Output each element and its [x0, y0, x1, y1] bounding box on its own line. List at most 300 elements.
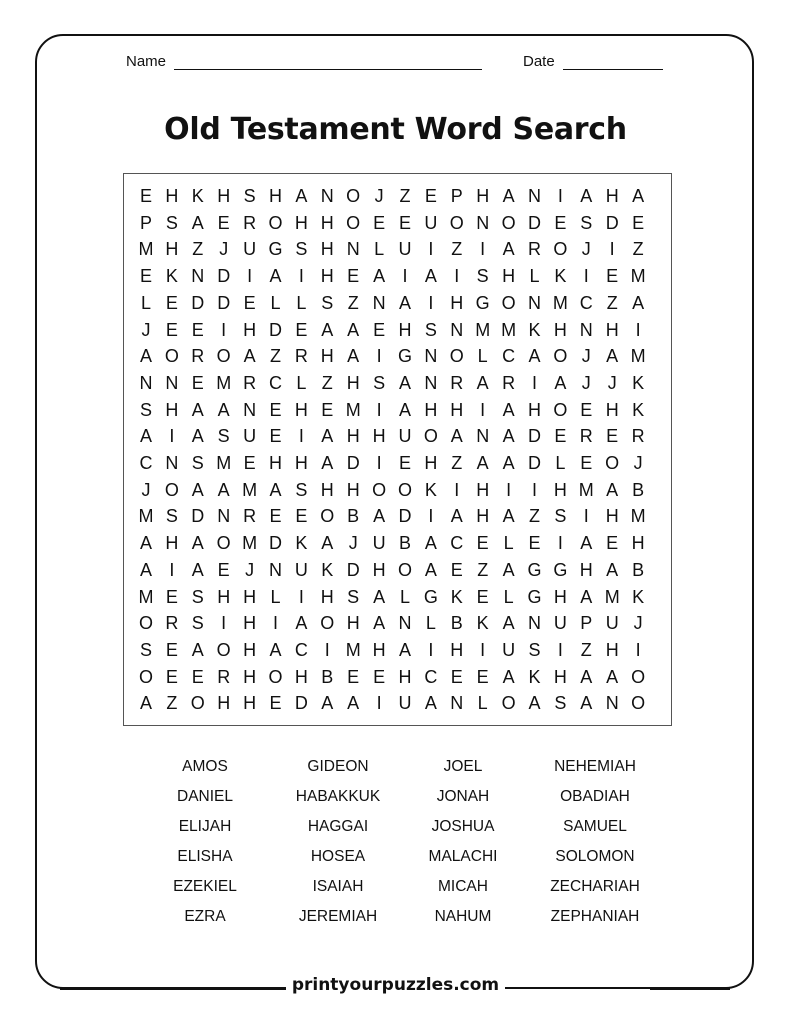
- grid-letter[interactable]: E: [580, 399, 593, 420]
- grid-letter[interactable]: I: [221, 613, 227, 634]
- grid-letter[interactable]: L: [529, 266, 540, 287]
- grid-letter[interactable]: L: [296, 292, 307, 313]
- grid-letter[interactable]: A: [191, 533, 204, 554]
- grid-letter[interactable]: A: [424, 693, 437, 714]
- grid-letter[interactable]: A: [580, 533, 593, 554]
- grid-letter[interactable]: H: [243, 613, 257, 634]
- grid-letter[interactable]: H: [424, 453, 438, 473]
- grid-letter[interactable]: N: [450, 693, 464, 714]
- name-line[interactable]: [174, 57, 482, 70]
- grid-letter[interactable]: I: [428, 639, 434, 660]
- grid-letter[interactable]: I: [454, 479, 460, 500]
- grid-letter[interactable]: L: [555, 453, 566, 473]
- grid-letter[interactable]: L: [270, 586, 281, 607]
- grid-letter[interactable]: E: [606, 266, 619, 287]
- grid-letter[interactable]: R: [217, 666, 231, 687]
- grid-letter[interactable]: J: [607, 372, 617, 393]
- grid-letter[interactable]: U: [294, 559, 308, 580]
- grid-letter[interactable]: A: [191, 399, 204, 420]
- grid-letter[interactable]: I: [376, 399, 382, 420]
- grid-letter[interactable]: O: [138, 613, 153, 634]
- grid-letter[interactable]: I: [506, 479, 512, 500]
- grid-letter[interactable]: I: [480, 399, 486, 420]
- grid-letter[interactable]: A: [476, 453, 489, 473]
- grid-letter[interactable]: M: [630, 266, 646, 287]
- grid-letter[interactable]: I: [376, 346, 382, 367]
- grid-letter[interactable]: K: [450, 586, 463, 607]
- grid-letter[interactable]: A: [191, 639, 204, 660]
- grid-letter[interactable]: H: [165, 239, 179, 260]
- grid-letter[interactable]: M: [630, 506, 646, 527]
- grid-letter[interactable]: A: [502, 399, 515, 420]
- grid-letter[interactable]: N: [191, 266, 205, 287]
- date-line[interactable]: [563, 57, 663, 70]
- grid-letter[interactable]: A: [606, 559, 619, 580]
- grid-letter[interactable]: R: [294, 346, 308, 367]
- grid-letter[interactable]: Z: [580, 639, 592, 660]
- grid-letter[interactable]: U: [553, 613, 567, 634]
- grid-letter[interactable]: E: [269, 399, 282, 420]
- grid-letter[interactable]: H: [450, 639, 464, 660]
- grid-letter[interactable]: J: [633, 453, 643, 473]
- grid-letter[interactable]: M: [242, 533, 258, 554]
- grid-letter[interactable]: D: [191, 292, 205, 313]
- grid-letter[interactable]: N: [139, 372, 153, 393]
- grid-letter[interactable]: E: [373, 666, 386, 687]
- grid-letter[interactable]: R: [191, 346, 205, 367]
- grid-letter[interactable]: H: [320, 239, 334, 260]
- grid-letter[interactable]: I: [169, 559, 175, 580]
- grid-letter[interactable]: H: [476, 186, 490, 206]
- grid-letter[interactable]: I: [583, 506, 589, 527]
- grid-letter[interactable]: N: [579, 319, 593, 340]
- grid-letter[interactable]: E: [476, 666, 489, 687]
- grid-letter[interactable]: H: [372, 426, 386, 447]
- grid-letter[interactable]: A: [580, 693, 593, 714]
- grid-letter[interactable]: I: [480, 239, 486, 260]
- grid-letter[interactable]: J: [581, 346, 591, 367]
- grid-letter[interactable]: J: [374, 186, 384, 206]
- grid-letter[interactable]: B: [632, 479, 645, 500]
- grid-letter[interactable]: E: [217, 559, 230, 580]
- grid-letter[interactable]: A: [321, 453, 334, 473]
- grid-letter[interactable]: S: [347, 586, 360, 607]
- grid-letter[interactable]: K: [165, 266, 178, 287]
- grid-letter[interactable]: O: [268, 666, 283, 687]
- grid-letter[interactable]: H: [165, 186, 179, 206]
- grid-letter[interactable]: A: [554, 372, 567, 393]
- grid-letter[interactable]: R: [528, 239, 541, 260]
- grid-letter[interactable]: H: [243, 319, 257, 340]
- grid-letter[interactable]: O: [449, 212, 464, 233]
- grid-letter[interactable]: H: [424, 399, 438, 420]
- grid-letter[interactable]: S: [217, 426, 230, 447]
- grid-letter[interactable]: H: [579, 559, 593, 580]
- grid-letter[interactable]: G: [397, 346, 412, 367]
- grid-letter[interactable]: E: [217, 212, 230, 233]
- grid-letter[interactable]: H: [320, 212, 334, 233]
- grid-letter[interactable]: M: [138, 506, 154, 527]
- grid-letter[interactable]: A: [502, 506, 515, 527]
- grid-letter[interactable]: A: [321, 693, 334, 714]
- grid-letter[interactable]: N: [424, 346, 438, 367]
- grid-letter[interactable]: A: [373, 586, 386, 607]
- grid-letter[interactable]: O: [501, 212, 516, 233]
- grid-letter[interactable]: N: [372, 292, 386, 313]
- grid-letter[interactable]: G: [527, 586, 542, 607]
- grid-letter[interactable]: U: [424, 212, 438, 233]
- grid-letter[interactable]: E: [450, 666, 463, 687]
- grid-letter[interactable]: A: [476, 372, 489, 393]
- grid-letter[interactable]: M: [216, 372, 232, 393]
- grid-letter[interactable]: E: [580, 453, 593, 473]
- grid-letter[interactable]: N: [320, 186, 334, 206]
- grid-letter[interactable]: O: [346, 186, 361, 206]
- grid-letter[interactable]: A: [424, 533, 437, 554]
- grid-letter[interactable]: H: [320, 266, 334, 287]
- grid-letter[interactable]: I: [169, 426, 175, 447]
- grid-letter[interactable]: O: [216, 346, 231, 367]
- grid-letter[interactable]: Z: [529, 506, 540, 527]
- grid-letter[interactable]: E: [398, 453, 411, 473]
- grid-letter[interactable]: U: [243, 426, 257, 447]
- grid-letter[interactable]: H: [320, 479, 334, 500]
- grid-letter[interactable]: D: [217, 266, 231, 287]
- grid-letter[interactable]: A: [632, 186, 645, 206]
- grid-letter[interactable]: N: [450, 319, 464, 340]
- grid-letter[interactable]: A: [191, 426, 204, 447]
- grid-letter[interactable]: A: [295, 613, 308, 634]
- grid-letter[interactable]: M: [604, 586, 620, 607]
- grid-letter[interactable]: H: [320, 346, 334, 367]
- grid-letter[interactable]: H: [605, 399, 619, 420]
- grid-letter[interactable]: H: [243, 693, 257, 714]
- grid-letter[interactable]: K: [528, 666, 541, 687]
- grid-letter[interactable]: N: [165, 453, 179, 473]
- grid-letter[interactable]: E: [632, 212, 645, 233]
- grid-letter[interactable]: H: [605, 639, 619, 660]
- grid-letter[interactable]: I: [376, 693, 382, 714]
- grid-letter[interactable]: K: [632, 586, 645, 607]
- grid-letter[interactable]: L: [425, 613, 436, 634]
- grid-letter[interactable]: E: [191, 319, 204, 340]
- grid-letter[interactable]: A: [139, 346, 152, 367]
- grid-letter[interactable]: L: [477, 693, 488, 714]
- grid-letter[interactable]: E: [269, 426, 282, 447]
- grid-letter[interactable]: R: [579, 426, 593, 447]
- grid-letter[interactable]: A: [321, 426, 334, 447]
- grid-letter[interactable]: N: [398, 613, 412, 634]
- grid-letter[interactable]: E: [476, 586, 489, 607]
- grid-letter[interactable]: K: [424, 479, 437, 500]
- grid-letter[interactable]: I: [428, 506, 434, 527]
- grid-letter[interactable]: E: [165, 292, 178, 313]
- grid-letter[interactable]: O: [138, 666, 153, 687]
- grid-letter[interactable]: E: [347, 666, 360, 687]
- grid-letter[interactable]: Z: [166, 693, 178, 714]
- grid-letter[interactable]: D: [528, 212, 541, 233]
- grid-letter[interactable]: J: [141, 319, 151, 340]
- grid-letter[interactable]: E: [373, 319, 386, 340]
- grid-letter[interactable]: R: [243, 212, 257, 233]
- grid-letter[interactable]: M: [501, 319, 517, 340]
- grid-letter[interactable]: M: [138, 586, 154, 607]
- grid-letter[interactable]: A: [528, 693, 541, 714]
- grid-letter[interactable]: I: [247, 266, 253, 287]
- grid-letter[interactable]: A: [398, 292, 411, 313]
- grid-letter[interactable]: S: [476, 266, 489, 287]
- grid-letter[interactable]: U: [502, 639, 516, 660]
- grid-letter[interactable]: D: [294, 693, 308, 714]
- grid-letter[interactable]: O: [320, 506, 335, 527]
- grid-letter[interactable]: H: [553, 586, 567, 607]
- grid-letter[interactable]: S: [424, 319, 437, 340]
- grid-letter[interactable]: M: [345, 399, 361, 420]
- grid-letter[interactable]: O: [164, 479, 179, 500]
- grid-letter[interactable]: M: [552, 292, 568, 313]
- grid-letter[interactable]: H: [631, 533, 645, 554]
- grid-letter[interactable]: H: [320, 586, 334, 607]
- grid-letter[interactable]: A: [217, 399, 230, 420]
- grid-letter[interactable]: Z: [451, 453, 463, 473]
- grid-letter[interactable]: N: [243, 399, 257, 420]
- grid-letter[interactable]: H: [553, 479, 567, 500]
- grid-letter[interactable]: K: [632, 372, 645, 393]
- grid-letter[interactable]: H: [553, 666, 567, 687]
- grid-letter[interactable]: R: [165, 613, 179, 634]
- grid-letter[interactable]: M: [630, 346, 646, 367]
- grid-letter[interactable]: R: [243, 372, 257, 393]
- grid-letter[interactable]: A: [424, 266, 437, 287]
- grid-letter[interactable]: I: [428, 292, 434, 313]
- grid-letter[interactable]: A: [502, 239, 515, 260]
- grid-letter[interactable]: O: [216, 639, 231, 660]
- grid-letter[interactable]: E: [269, 693, 282, 714]
- grid-letter[interactable]: S: [321, 292, 334, 313]
- grid-letter[interactable]: H: [398, 319, 412, 340]
- grid-letter[interactable]: H: [553, 319, 567, 340]
- grid-letter[interactable]: G: [268, 239, 283, 260]
- grid-letter[interactable]: O: [397, 479, 412, 500]
- grid-letter[interactable]: O: [501, 693, 516, 714]
- grid-letter[interactable]: I: [609, 239, 615, 260]
- grid-letter[interactable]: S: [554, 693, 567, 714]
- grid-letter[interactable]: B: [450, 613, 463, 634]
- grid-letter[interactable]: D: [346, 559, 360, 580]
- grid-letter[interactable]: A: [502, 613, 515, 634]
- grid-letter[interactable]: H: [269, 453, 282, 473]
- grid-letter[interactable]: N: [346, 239, 360, 260]
- grid-letter[interactable]: L: [399, 586, 410, 607]
- grid-letter[interactable]: A: [347, 346, 360, 367]
- grid-letter[interactable]: P: [139, 212, 152, 233]
- grid-letter[interactable]: C: [269, 372, 282, 393]
- grid-letter[interactable]: Z: [477, 559, 489, 580]
- grid-letter[interactable]: O: [164, 346, 179, 367]
- grid-letter[interactable]: A: [191, 559, 204, 580]
- grid-letter[interactable]: E: [165, 586, 178, 607]
- grid-letter[interactable]: A: [269, 639, 282, 660]
- grid-letter[interactable]: J: [348, 533, 358, 554]
- grid-letter[interactable]: I: [376, 453, 382, 473]
- grid-letter[interactable]: H: [294, 212, 308, 233]
- grid-letter[interactable]: H: [372, 559, 386, 580]
- grid-letter[interactable]: E: [554, 212, 567, 233]
- grid-letter[interactable]: A: [139, 426, 152, 447]
- grid-letter[interactable]: E: [424, 186, 437, 206]
- grid-letter[interactable]: S: [373, 372, 386, 393]
- grid-letter[interactable]: A: [424, 559, 437, 580]
- grid-letter[interactable]: R: [502, 372, 516, 393]
- grid-letter[interactable]: O: [216, 533, 231, 554]
- grid-letter[interactable]: Z: [270, 346, 281, 367]
- grid-letter[interactable]: R: [243, 506, 257, 527]
- grid-letter[interactable]: A: [139, 533, 152, 554]
- grid-letter[interactable]: A: [606, 346, 619, 367]
- grid-letter[interactable]: L: [374, 239, 385, 260]
- grid-letter[interactable]: E: [606, 533, 619, 554]
- grid-letter[interactable]: I: [298, 266, 304, 287]
- grid-letter[interactable]: A: [139, 693, 152, 714]
- grid-letter[interactable]: A: [347, 319, 360, 340]
- grid-letter[interactable]: K: [295, 533, 308, 554]
- grid-letter[interactable]: N: [217, 506, 231, 527]
- grid-letter[interactable]: K: [191, 186, 204, 206]
- grid-letter[interactable]: Z: [399, 186, 411, 206]
- grid-letter[interactable]: H: [294, 453, 308, 473]
- grid-letter[interactable]: A: [269, 266, 282, 287]
- grid-letter[interactable]: A: [502, 453, 515, 473]
- grid-letter[interactable]: A: [606, 666, 619, 687]
- grid-letter[interactable]: B: [398, 533, 411, 554]
- grid-letter[interactable]: D: [528, 426, 541, 447]
- grid-letter[interactable]: H: [372, 639, 386, 660]
- grid-letter[interactable]: S: [191, 613, 204, 634]
- grid-letter[interactable]: H: [165, 533, 179, 554]
- grid-letter[interactable]: H: [217, 186, 231, 206]
- grid-letter[interactable]: H: [346, 613, 360, 634]
- grid-letter[interactable]: H: [605, 319, 619, 340]
- grid-letter[interactable]: A: [502, 666, 515, 687]
- grid-letter[interactable]: D: [528, 453, 541, 473]
- grid-letter[interactable]: L: [503, 533, 514, 554]
- grid-letter[interactable]: H: [294, 666, 308, 687]
- grid-letter[interactable]: I: [298, 586, 304, 607]
- grid-letter[interactable]: L: [296, 372, 307, 393]
- grid-letter[interactable]: C: [424, 666, 438, 687]
- grid-letter[interactable]: H: [398, 666, 412, 687]
- grid-letter[interactable]: H: [346, 479, 360, 500]
- grid-letter[interactable]: I: [402, 266, 408, 287]
- grid-letter[interactable]: G: [527, 559, 542, 580]
- grid-letter[interactable]: N: [528, 613, 541, 634]
- grid-letter[interactable]: E: [554, 426, 567, 447]
- grid-letter[interactable]: S: [139, 639, 152, 660]
- grid-letter[interactable]: A: [502, 186, 515, 206]
- grid-letter[interactable]: S: [243, 186, 256, 206]
- grid-letter[interactable]: H: [476, 506, 490, 527]
- grid-letter[interactable]: H: [269, 186, 282, 206]
- grid-letter[interactable]: D: [605, 212, 619, 233]
- grid-letter[interactable]: J: [633, 613, 643, 634]
- grid-letter[interactable]: I: [324, 639, 330, 660]
- grid-letter[interactable]: E: [450, 559, 463, 580]
- grid-letter[interactable]: M: [216, 453, 232, 473]
- grid-letter[interactable]: E: [243, 292, 256, 313]
- grid-letter[interactable]: E: [321, 399, 334, 420]
- grid-letter[interactable]: M: [138, 239, 154, 260]
- grid-letter[interactable]: H: [294, 399, 308, 420]
- grid-letter[interactable]: Z: [347, 292, 359, 313]
- grid-letter[interactable]: S: [165, 212, 178, 233]
- grid-letter[interactable]: C: [450, 533, 464, 554]
- grid-letter[interactable]: J: [581, 372, 591, 393]
- grid-letter[interactable]: A: [295, 186, 308, 206]
- grid-letter[interactable]: A: [632, 292, 645, 313]
- grid-letter[interactable]: U: [243, 239, 257, 260]
- grid-letter[interactable]: I: [635, 319, 641, 340]
- grid-letter[interactable]: E: [528, 533, 541, 554]
- grid-letter[interactable]: B: [347, 506, 360, 527]
- grid-letter[interactable]: I: [557, 533, 563, 554]
- grid-letter[interactable]: O: [320, 613, 335, 634]
- grid-letter[interactable]: U: [398, 239, 412, 260]
- grid-letter[interactable]: S: [580, 212, 593, 233]
- grid-letter[interactable]: P: [580, 613, 593, 634]
- grid-letter[interactable]: A: [528, 346, 541, 367]
- grid-letter[interactable]: O: [423, 426, 438, 447]
- grid-letter[interactable]: E: [165, 319, 178, 340]
- grid-letter[interactable]: E: [243, 453, 256, 473]
- grid-letter[interactable]: N: [269, 559, 282, 580]
- grid-letter[interactable]: H: [217, 693, 231, 714]
- grid-letter[interactable]: I: [298, 426, 304, 447]
- grid-letter[interactable]: U: [372, 533, 386, 554]
- grid-letter[interactable]: L: [140, 292, 151, 313]
- grid-letter[interactable]: E: [347, 266, 360, 287]
- grid-letter[interactable]: H: [346, 372, 360, 393]
- grid-letter[interactable]: O: [190, 693, 205, 714]
- grid-letter[interactable]: E: [165, 639, 178, 660]
- grid-letter[interactable]: O: [631, 693, 646, 714]
- grid-letter[interactable]: H: [243, 666, 257, 687]
- grid-letter[interactable]: A: [450, 426, 463, 447]
- grid-letter[interactable]: M: [475, 319, 491, 340]
- grid-letter[interactable]: N: [528, 186, 541, 206]
- grid-letter[interactable]: D: [398, 506, 412, 527]
- grid-letter[interactable]: A: [191, 212, 204, 233]
- grid-letter[interactable]: H: [476, 479, 490, 500]
- grid-letter[interactable]: S: [191, 586, 204, 607]
- grid-letter[interactable]: C: [502, 346, 516, 367]
- grid-letter[interactable]: A: [606, 479, 619, 500]
- grid-letter[interactable]: S: [295, 479, 308, 500]
- grid-letter[interactable]: N: [476, 426, 490, 447]
- grid-letter[interactable]: R: [450, 372, 464, 393]
- grid-letter[interactable]: O: [346, 212, 361, 233]
- grid-letter[interactable]: E: [191, 372, 204, 393]
- grid-letter[interactable]: Z: [451, 239, 463, 260]
- grid-letter[interactable]: A: [502, 426, 515, 447]
- grid-letter[interactable]: P: [450, 186, 463, 206]
- grid-letter[interactable]: A: [580, 586, 593, 607]
- grid-letter[interactable]: G: [475, 292, 490, 313]
- grid-letter[interactable]: H: [450, 399, 464, 420]
- grid-letter[interactable]: H: [217, 586, 231, 607]
- grid-letter[interactable]: S: [554, 506, 567, 527]
- grid-letter[interactable]: O: [449, 346, 464, 367]
- grid-letter[interactable]: E: [139, 266, 152, 287]
